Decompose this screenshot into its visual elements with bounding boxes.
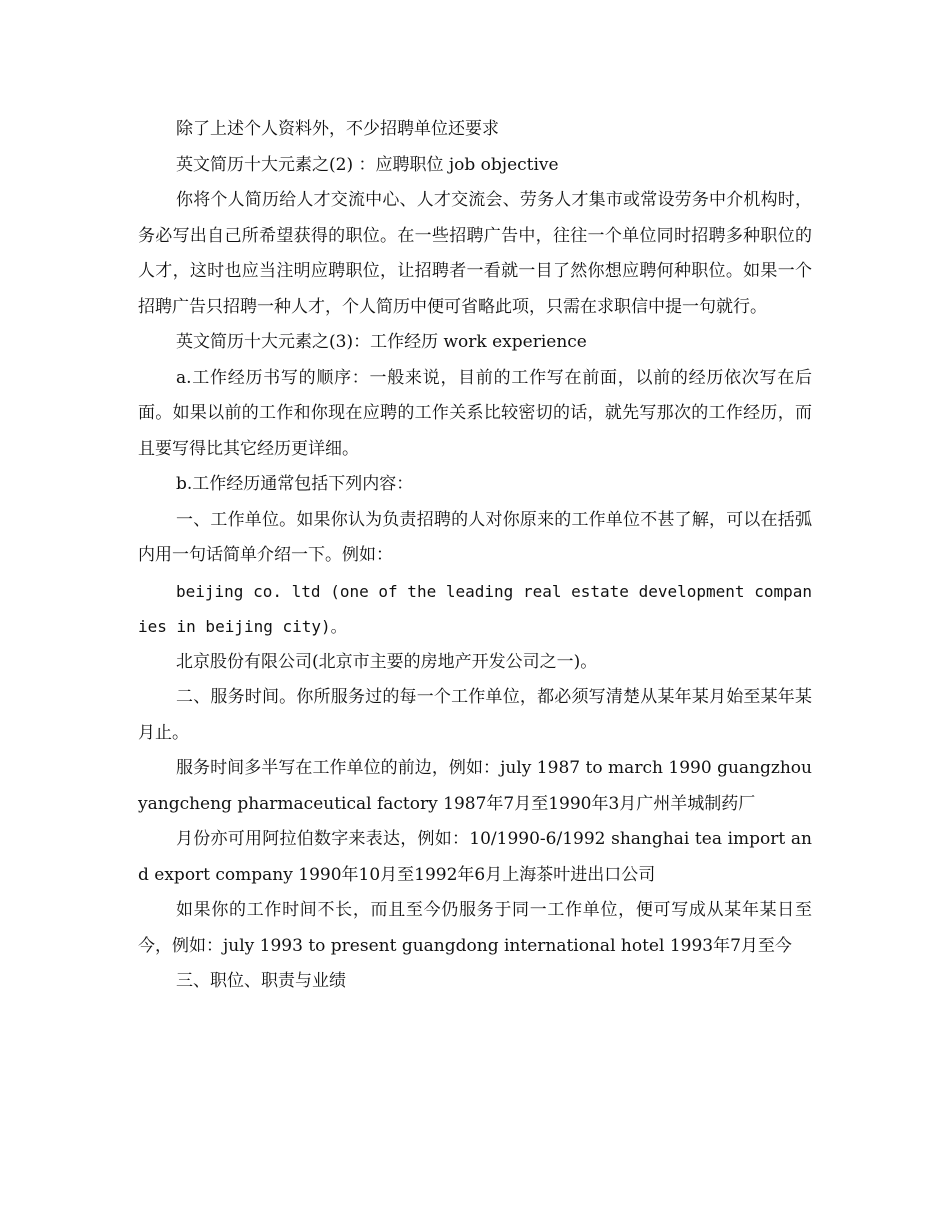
- paragraph-job-objective: 你将个人简历给人才交流中心、人才交流会、劳务人才集市或常设劳务中介机构时，务必写出自己所希望获得的职位。在一些招聘广告中，往往一个单位同时招聘多种职位的人才，这时也应当注明应聘职位，让招聘者一看就一目了然你想应聘何种职位。如果一个招聘广告只招聘一种人才，个人简历中便可省略此项，只需在求职信中提一句就行。: [138, 190, 812, 317]
- heading-work-experience: 英文简历十大元素之(3)：工作经历 work experience: [176, 332, 587, 352]
- paragraph-intro: 除了上述个人资料外，不少招聘单位还要求: [176, 119, 499, 139]
- example-employer-chinese: 北京股份有限公司(北京市主要的房地产开发公司之一)。: [176, 651, 598, 672]
- example-employer-english: beijing co. ltd (one of the leading real estate development companies in beijing city)。: [138, 581, 812, 636]
- example-month-numbers: 月份亦可用阿拉伯数字来表达，例如：10/1990-6/1992 shanghai tea import and export company 1990年10月至1992年6月上海茶叶进出口公司: [138, 829, 812, 885]
- paragraph-order: a.工作经历书写的顺序：一般来说，目前的工作写在前面，以前的经历依次写在后面。如果以前的工作和你现在应聘的工作关系比较密切的话，就先写那次的工作经历，而且要写得比其它经历更详细。: [138, 367, 812, 459]
- heading-position-duties: 三、职位、职责与业绩: [176, 971, 346, 991]
- paragraph-service-time: 二、服务时间。你所服务过的每一个工作单位，都必须写清楚从某年某月始至某年某月止。: [138, 687, 812, 743]
- paragraph-contents: b.工作经历通常包括下列内容：: [176, 474, 414, 494]
- paragraph-employer: 一、工作单位。如果你认为负责招聘的人对你原来的工作单位不甚了解，可以在括弧内用一句话简单介绍一下。例如：: [138, 509, 812, 565]
- example-service-time: 服务时间多半写在工作单位的前边，例如：july 1987 to march 1990 guangzhou yangcheng pharmaceutical factory 1987年7月至1990年3月广州羊城制药厂: [138, 758, 812, 814]
- document-page: [138, 112, 812, 1000]
- example-to-present: 如果你的工作时间不长，而且至今仍服务于同一工作单位，便可写成从某年某日至今，例如：july 1993 to present guangdong international hotel 1993年7月至今: [138, 900, 812, 956]
- heading-job-objective: 英文简历十大元素之(2) ：应聘职位 job objective: [176, 154, 559, 175]
